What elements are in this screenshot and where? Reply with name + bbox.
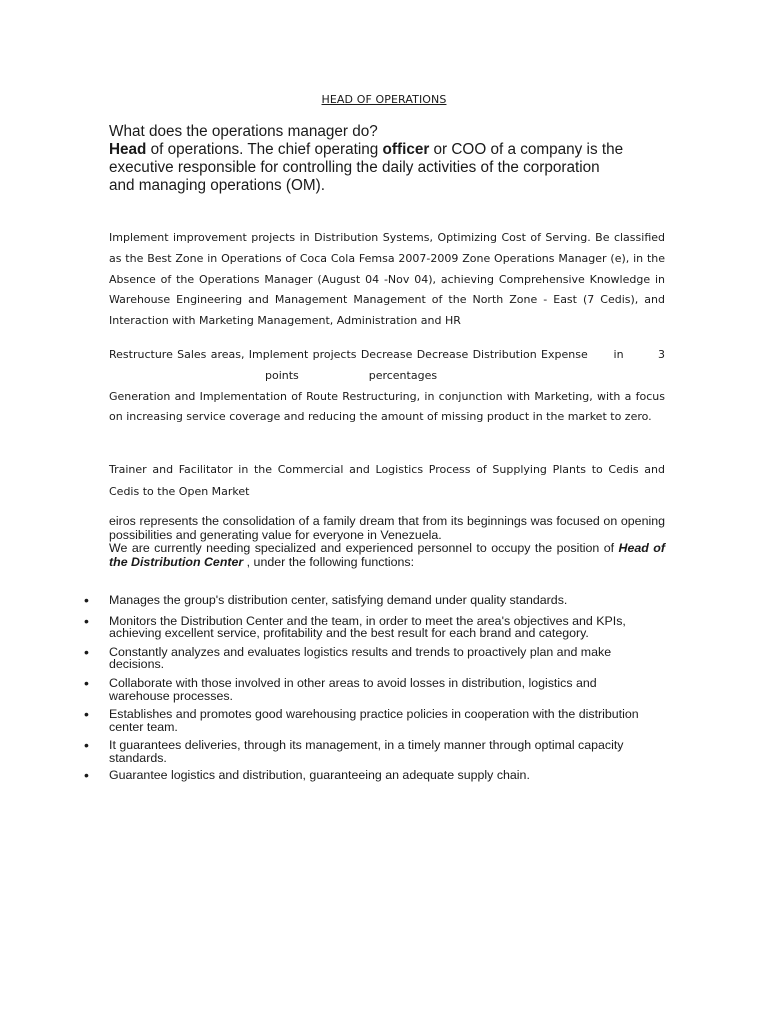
list-item bbox=[84, 674, 644, 703]
experience-paragraph-2 bbox=[109, 345, 665, 428]
company-paragraph: eiros represents the consolidation of a family dream that from its beginnings was focused on opening possibilities and generating value for everyone in Venezuela. bbox=[109, 514, 665, 542]
list-item-text: Manages the group's distribution center, satisfying demand under quality standards. bbox=[109, 593, 568, 607]
paragraph-line: points percentages bbox=[265, 368, 438, 382]
list-item-text: Constantly analyzes and evaluates logistics results and trends to proactively plan and make decisions. bbox=[109, 644, 612, 672]
paragraph-text: Implement improvement projects in Distribution Systems, Optimizing Cost of Serving. Be classified as the Best Zone in Operations of Coca Cola Femsa 2007-2009 Zone Operations Manager (e), in the Absence of the Operations Manager (August 04 -Nov 04), achieving Comprehensive Knowledge in Warehouse Engineering and Management Management of the North Zone - East (7 Cedis), and Interaction with Marketing Management, Administration and HR bbox=[109, 231, 665, 328]
list-item bbox=[84, 594, 644, 607]
list-item-text: Monitors the Distribution Center and the team, in order to meet the area's objectives and KPIs, achieving excellent service, profitability and the best result for each brand and category. bbox=[109, 613, 626, 641]
bullet-icon: • bbox=[84, 612, 89, 629]
bullet-icon: • bbox=[84, 592, 89, 608]
paragraph-text: Trainer and Facilitator in the Commercial and Logistics Process of Supplying Plants to Cedis and Cedis to the Open Market bbox=[109, 463, 665, 498]
experience-paragraph-1 bbox=[109, 228, 665, 332]
position-paragraph bbox=[109, 542, 665, 569]
experience-paragraph-3 bbox=[109, 459, 665, 503]
functions-list bbox=[84, 594, 644, 781]
intro-part2: or COO of a company is the executive responsible for controlling the daily activities of the corporation and managing operations (OM). bbox=[109, 141, 624, 194]
bullet-icon: • bbox=[84, 766, 89, 783]
officer-word: officer bbox=[382, 141, 430, 158]
list-item-text: Collaborate with those involved in other areas to avoid losses in distribution, logistics and warehouse processes. bbox=[109, 675, 597, 703]
intro-block bbox=[109, 123, 629, 195]
intro-question: What does the operations manager do? bbox=[109, 123, 378, 140]
list-item bbox=[84, 612, 644, 641]
head-word: Head bbox=[109, 141, 147, 158]
paragraph-text: Generation and Implementation of Route Restructuring, in conjunction with Marketing, with a focus on increasing service coverage and reducing the amount of missing product in the market to zero. bbox=[109, 389, 665, 424]
list-item-text: Guarantee logistics and distribution, guaranteeing an adequate supply chain. bbox=[109, 767, 530, 782]
list-item bbox=[84, 739, 644, 764]
page-title: HEAD OF OPERATIONS bbox=[321, 93, 447, 106]
company-description bbox=[109, 515, 665, 569]
bullet-icon: • bbox=[84, 643, 89, 660]
position-outro: , under the following functions: bbox=[243, 554, 415, 569]
list-item-text: It guarantees deliveries, through its management, in a timely manner through optimal capacity standards. bbox=[109, 738, 624, 765]
paragraph-line: Restructure Sales areas, Implement projects Decrease Decrease Distribution Expense in 3 bbox=[109, 348, 665, 361]
position-intro: We are currently needing specialized and experienced personnel to occupy the position of bbox=[109, 541, 619, 555]
list-item bbox=[84, 766, 644, 783]
bullet-icon: • bbox=[84, 706, 89, 723]
intro-answer bbox=[109, 141, 629, 195]
position-name: Head of the Distribution Center bbox=[109, 541, 665, 569]
list-item-text: Establishes and promotes good warehousing practice policies in cooperation with the distribution center team. bbox=[109, 707, 639, 734]
bullet-icon: • bbox=[84, 674, 89, 691]
bullet-icon: • bbox=[84, 737, 89, 754]
list-item bbox=[84, 643, 644, 672]
intro-part1: of operations. The chief operating bbox=[146, 141, 383, 158]
list-item bbox=[84, 708, 644, 733]
